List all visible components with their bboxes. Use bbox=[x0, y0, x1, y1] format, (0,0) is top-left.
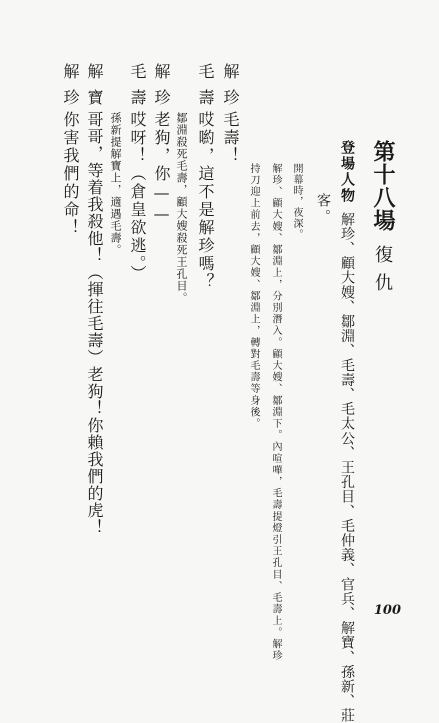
stage-direction: 鄒淵殺死毛壽，顧大嫂殺死王孔目。 bbox=[175, 112, 188, 304]
stage-direction: 開幕時，夜深。 bbox=[291, 163, 302, 240]
speaker-name: 解寶 bbox=[85, 63, 104, 115]
stage-direction: 解珍、顧大嫂、鄒淵上，分別潛入。顧大嫂、鄒淵下。內喧嘩，毛壽提燈引王孔目、毛壽上。解珍 bbox=[270, 163, 281, 662]
cast-names-continued: 客。 bbox=[315, 193, 331, 225]
speaker-name: 解珍 bbox=[221, 63, 240, 115]
dialogue-line: 哎喲，這不是解珍嗎？ bbox=[196, 111, 215, 291]
scene-number: 第十八場 bbox=[370, 140, 396, 232]
dialogue-line: 老狗，你—— bbox=[152, 111, 171, 225]
cast-names: 解珍、顧大嫂、鄒淵、毛壽、毛太公、王孔目、毛仲義、官兵、解寶、孫新、莊 bbox=[339, 212, 355, 723]
speaker-name: 解珍 bbox=[61, 63, 80, 115]
stage-direction: 孫新提解寶上，適遇毛壽。 bbox=[109, 112, 122, 256]
dialogue-line: 哎呀！（倉皇欲逃。） bbox=[128, 111, 147, 283]
dialogue-line: 哥哥，等着我殺他！（揮往毛壽）老狗！你賴我們的虎！ bbox=[85, 111, 104, 536]
dialogue-line: 你害我們的命！ bbox=[61, 111, 80, 237]
stage-direction: 持刀迎上前去，顧大嫂、鄒淵上，轉對毛壽等身後。 bbox=[248, 163, 259, 430]
speaker-name: 毛壽 bbox=[196, 63, 215, 115]
cast-label: 登場人物 bbox=[339, 140, 355, 204]
speaker-name: 解珍 bbox=[152, 63, 171, 115]
speaker-name: 毛壽 bbox=[128, 63, 147, 115]
dialogue-line: 毛壽！ bbox=[221, 111, 240, 165]
page-number: 100 bbox=[373, 603, 401, 618]
scene-title: 復仇 bbox=[372, 245, 393, 301]
